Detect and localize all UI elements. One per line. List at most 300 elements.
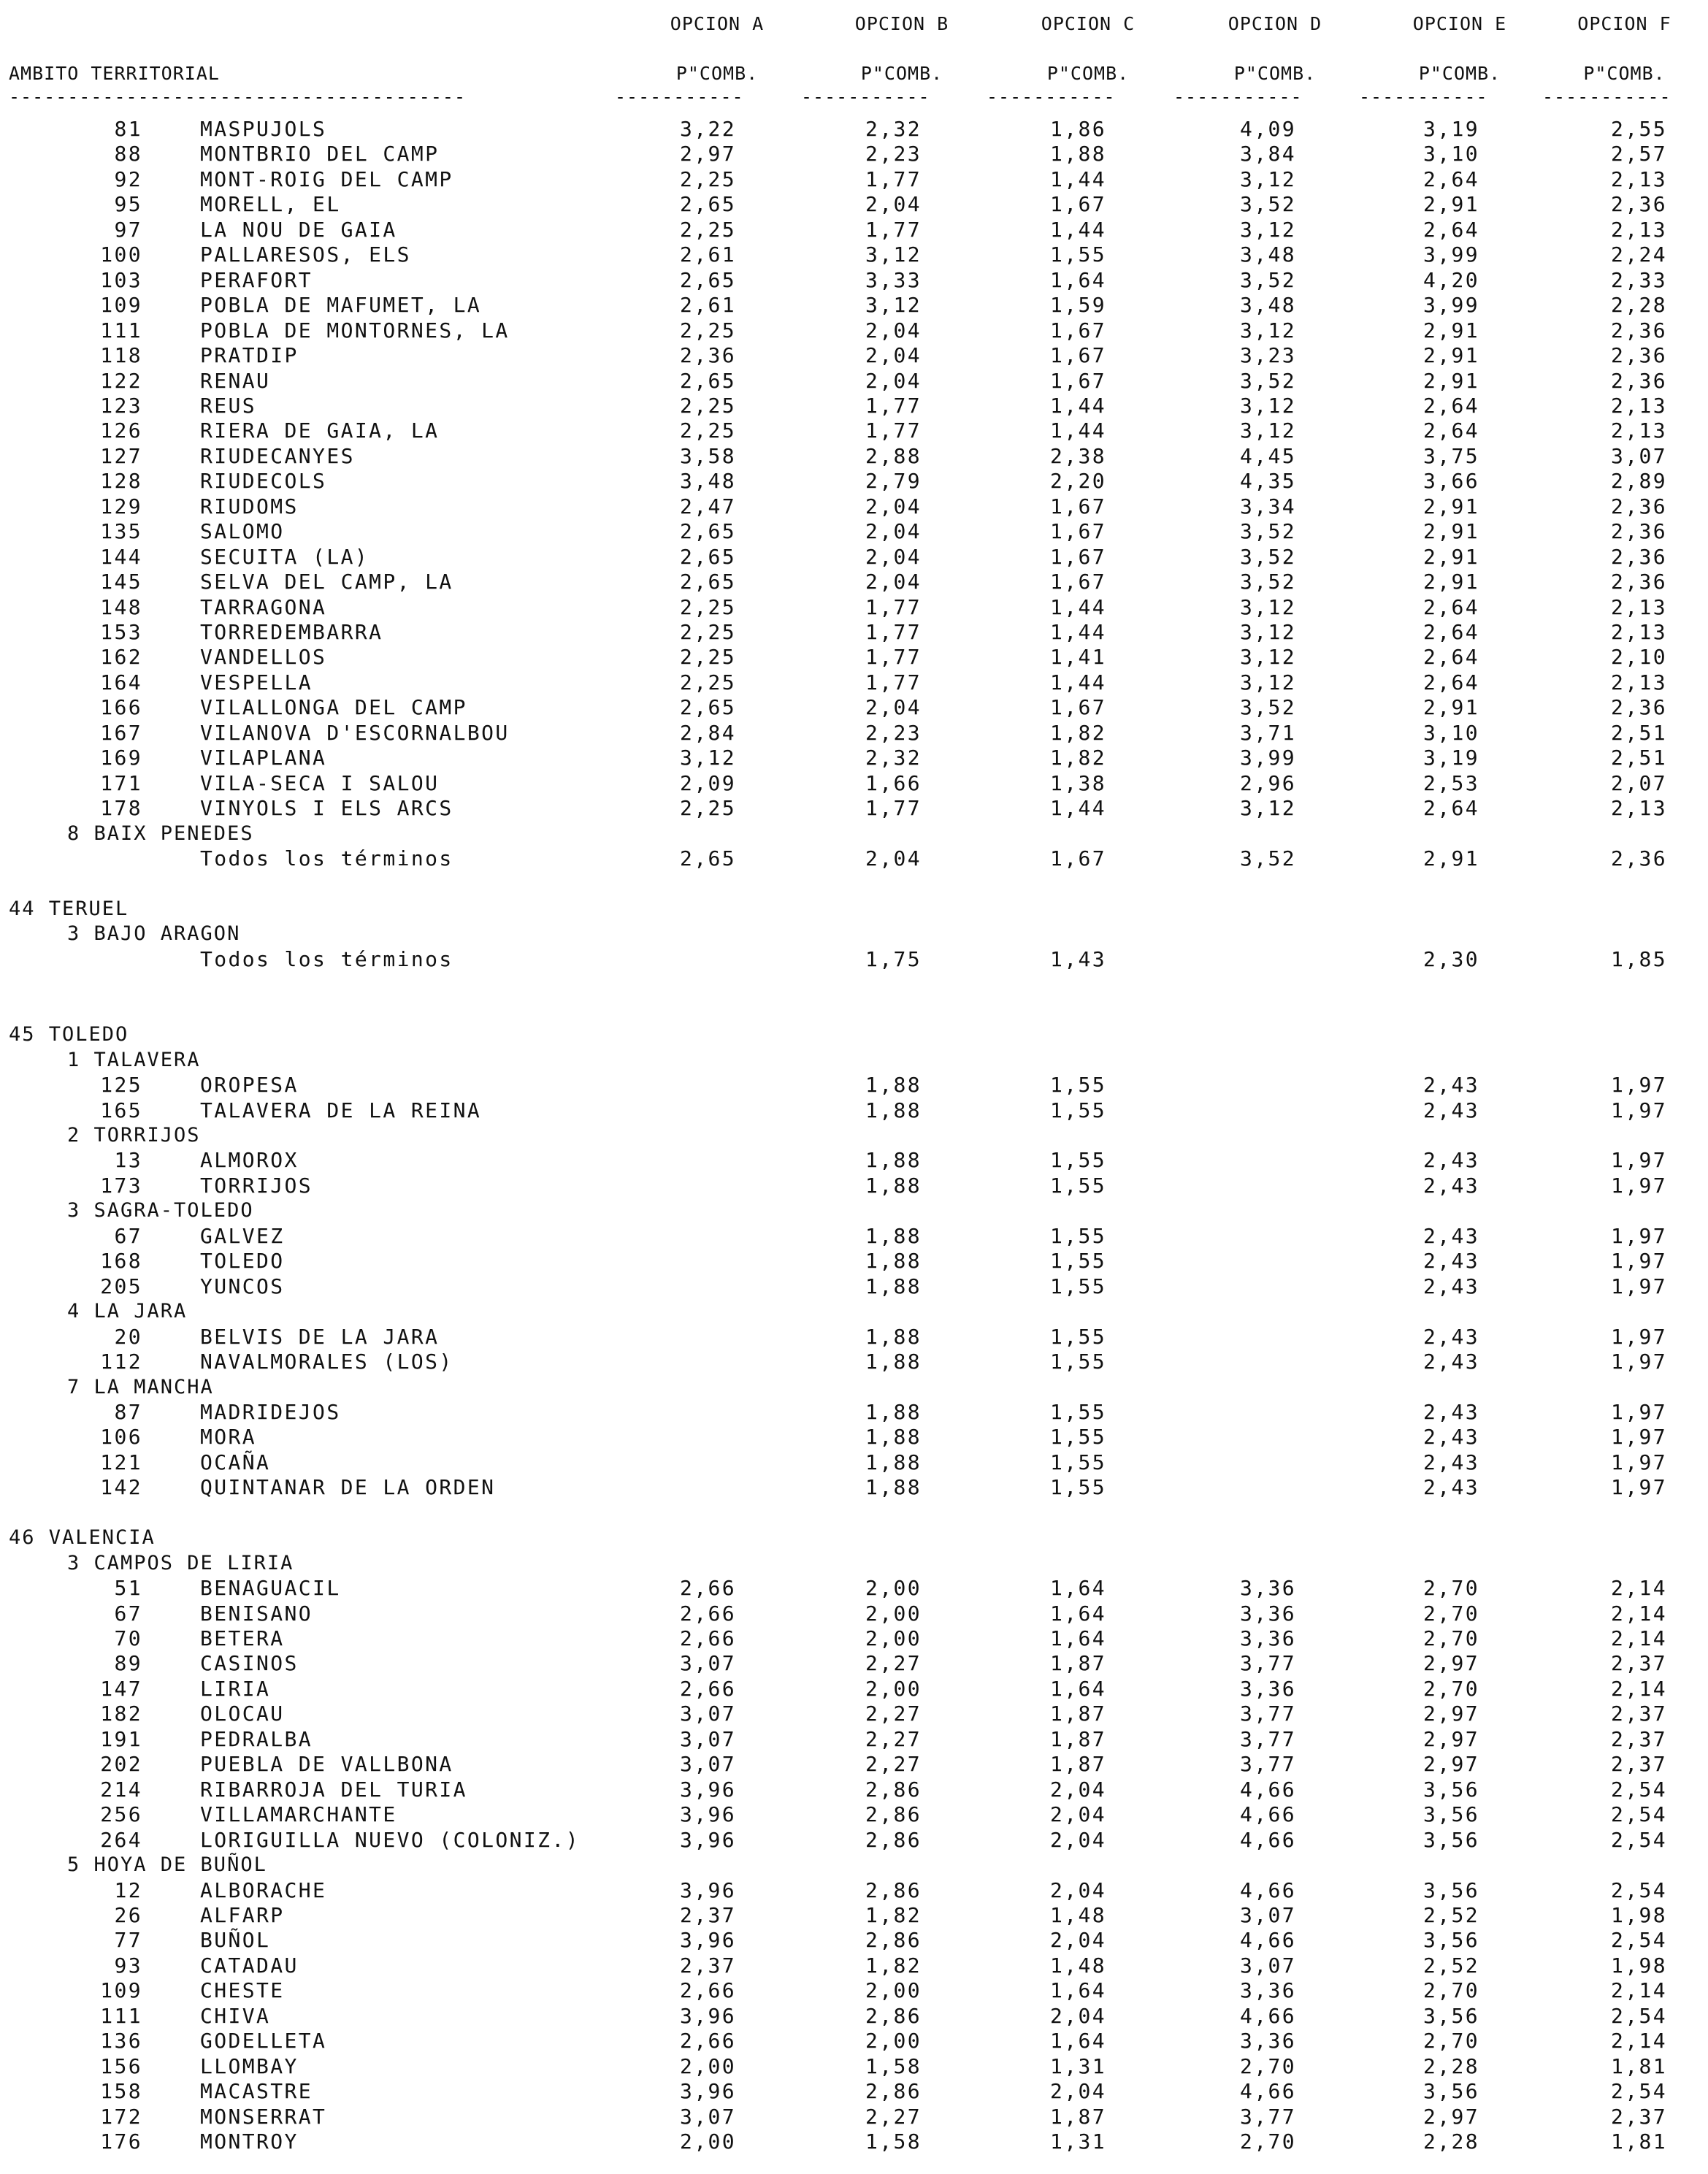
option-b-value: 2,27 xyxy=(865,1651,922,1676)
option-f-value: 3,07 xyxy=(1610,443,1667,468)
option-f-value: 2,13 xyxy=(1610,594,1667,619)
option-e-value: 2,91 xyxy=(1422,570,1479,594)
option-c-value: 1,55 xyxy=(1049,1399,1106,1424)
option-b-value: 1,88 xyxy=(865,1223,922,1248)
option-c-value: 1,44 xyxy=(1049,796,1106,821)
option-c-value: 2,38 xyxy=(1049,443,1106,468)
option-a-value: 2,66 xyxy=(679,1576,736,1601)
comarca-header-row xyxy=(0,1551,1708,1576)
municipality-row xyxy=(0,1828,1708,1853)
option-e-value: 2,91 xyxy=(1422,192,1479,217)
option-b-value: 1,88 xyxy=(865,1249,922,1274)
option-a-value: 2,97 xyxy=(679,142,736,167)
option-b-value: 1,77 xyxy=(865,167,922,191)
option-d-value: 3,34 xyxy=(1239,494,1296,518)
option-c-value: 1,82 xyxy=(1049,746,1106,770)
municipality-row xyxy=(0,1777,1708,1802)
municipality-name: RIBARROJA DEL TURIA xyxy=(200,1777,467,1802)
municipality-row xyxy=(0,670,1708,695)
option-b-value: 1,88 xyxy=(865,1098,922,1122)
option-a-value: 2,25 xyxy=(679,670,736,694)
option-d-value: 3,12 xyxy=(1239,418,1296,443)
option-b-value: 2,27 xyxy=(865,2104,922,2129)
municipality-code: 147 xyxy=(100,1676,142,1701)
option-c-value: 1,55 xyxy=(1049,1274,1106,1298)
option-b-value: 1,88 xyxy=(865,1148,922,1173)
municipality-row xyxy=(0,1752,1708,1777)
option-c-value: 1,44 xyxy=(1049,217,1106,242)
option-e-value: 2,91 xyxy=(1422,695,1479,720)
municipality-name: BENAGUACIL xyxy=(200,1576,341,1601)
municipality-code: 20 xyxy=(114,1324,142,1349)
option-e-value: 2,53 xyxy=(1422,770,1479,795)
municipality-row xyxy=(0,268,1708,293)
option-e-value: 2,28 xyxy=(1422,2054,1479,2078)
option-a-value: 3,96 xyxy=(679,1928,736,1953)
option-e-value: 2,70 xyxy=(1422,1676,1479,1701)
option-d-value: 3,77 xyxy=(1239,1752,1296,1777)
option-f-value: 1,98 xyxy=(1610,1953,1667,1978)
municipality-code: 127 xyxy=(100,443,142,468)
option-c-value: 1,59 xyxy=(1049,293,1106,318)
option-e-value: 2,64 xyxy=(1422,670,1479,694)
municipality-row xyxy=(0,444,1708,469)
municipality-code: 169 xyxy=(100,746,142,770)
option-f-value: 2,36 xyxy=(1610,192,1667,217)
option-b-value: 1,82 xyxy=(865,1953,922,1978)
option-e-value: 2,28 xyxy=(1422,2129,1479,2154)
option-c-value: 1,87 xyxy=(1049,1651,1106,1676)
option-a-value: 2,66 xyxy=(679,1601,736,1626)
municipality-code: 158 xyxy=(100,2079,142,2104)
municipality-name: QUINTANAR DE LA ORDEN xyxy=(200,1475,496,1500)
option-e-value: 2,30 xyxy=(1422,946,1479,971)
municipality-name: LIRIA xyxy=(200,1676,271,1701)
option-b-value: 1,77 xyxy=(865,393,922,418)
option-a-value: 2,66 xyxy=(679,2029,736,2054)
municipality-row xyxy=(0,1978,1708,2003)
municipality-code: 100 xyxy=(100,242,142,267)
option-c-value: 1,64 xyxy=(1049,1601,1106,1626)
option-c-value: 1,87 xyxy=(1049,1702,1106,1726)
municipality-code: 164 xyxy=(100,670,142,694)
municipality-code: 167 xyxy=(100,720,142,745)
option-e-value: 2,43 xyxy=(1422,1098,1479,1122)
option-c-value: 1,55 xyxy=(1049,1148,1106,1173)
municipality-row xyxy=(0,1702,1708,1726)
option-f-value: 2,51 xyxy=(1610,746,1667,770)
municipality-code: 153 xyxy=(100,620,142,644)
option-d-value: 3,36 xyxy=(1239,2029,1296,2054)
municipality-row xyxy=(0,1878,1708,1903)
municipality-row xyxy=(0,1903,1708,1928)
option-a-sub: P"COMB. xyxy=(675,63,759,84)
municipality-row xyxy=(0,242,1708,267)
municipality-code: 182 xyxy=(100,1702,142,1726)
municipality-code: 12 xyxy=(114,1878,142,1902)
option-d-value: 2,70 xyxy=(1239,2129,1296,2154)
header-rule-row xyxy=(0,85,1708,110)
municipality-row xyxy=(0,343,1708,368)
option-f-value: 1,97 xyxy=(1610,1324,1667,1349)
municipality-name: TALAVERA DE LA REINA xyxy=(200,1098,482,1122)
spacer-row xyxy=(0,998,1708,1022)
option-c-value: 1,86 xyxy=(1049,117,1106,141)
option-f-value: 2,14 xyxy=(1610,1978,1667,2003)
municipality-name: VILAPLANA xyxy=(200,746,327,770)
option-c-value: 1,67 xyxy=(1049,519,1106,544)
municipality-row xyxy=(0,494,1708,519)
municipality-code: 168 xyxy=(100,1249,142,1274)
option-a-value: 2,25 xyxy=(679,393,736,418)
municipality-name: POBLA DE MONTORNES, LA xyxy=(200,318,510,342)
option-c-value: 1,43 xyxy=(1049,946,1106,971)
municipality-row xyxy=(0,796,1708,821)
municipality-row xyxy=(0,1400,1708,1425)
municipality-code: 162 xyxy=(100,645,142,670)
municipality-code: 95 xyxy=(114,192,142,217)
municipality-row xyxy=(0,1727,1708,1752)
option-c-value: 1,31 xyxy=(1049,2129,1106,2154)
header-options-row xyxy=(0,12,1708,37)
option-b-value: 2,00 xyxy=(865,1978,922,2003)
option-a-value: 2,65 xyxy=(679,544,736,569)
option-c-value: 1,55 xyxy=(1049,1350,1106,1374)
option-c-value: 1,64 xyxy=(1049,2029,1106,2054)
option-b-value: 2,00 xyxy=(865,1626,922,1650)
municipality-row xyxy=(0,519,1708,544)
option-a-value: 2,25 xyxy=(679,217,736,242)
municipality-name: BUÑOL xyxy=(200,1928,271,1953)
option-e-value: 3,99 xyxy=(1422,293,1479,318)
municipality-name: ALBORACHE xyxy=(200,1878,327,1902)
option-b-value: 2,23 xyxy=(865,142,922,167)
municipality-name: GALVEZ xyxy=(200,1223,285,1248)
option-d-value: 3,36 xyxy=(1239,1601,1296,1626)
municipality-name: PALLARESOS, ELS xyxy=(200,242,411,267)
option-f-value: 2,54 xyxy=(1610,1777,1667,1802)
option-b-value: 2,04 xyxy=(865,192,922,217)
option-b-value: 2,04 xyxy=(865,570,922,594)
option-f-value: 1,97 xyxy=(1610,1249,1667,1274)
municipality-code: 111 xyxy=(100,318,142,342)
municipality-code: 264 xyxy=(100,1827,142,1852)
option-d-value: 3,23 xyxy=(1239,343,1296,368)
municipality-code: 109 xyxy=(100,293,142,318)
option-b-value: 2,04 xyxy=(865,368,922,393)
municipality-code: 128 xyxy=(100,469,142,494)
option-b-value: 1,77 xyxy=(865,594,922,619)
option-a-value: 2,25 xyxy=(679,594,736,619)
municipality-name: RENAU xyxy=(200,368,271,393)
option-f-value: 1,97 xyxy=(1610,1073,1667,1098)
option-d-value: 4,66 xyxy=(1239,1878,1296,1902)
option-b-value: 2,23 xyxy=(865,720,922,745)
municipality-code: 148 xyxy=(100,594,142,619)
option-c-value: 1,55 xyxy=(1049,1173,1106,1198)
spacer-row xyxy=(0,972,1708,997)
option-d-value: 3,52 xyxy=(1239,267,1296,292)
option-e-value: 3,10 xyxy=(1422,142,1479,167)
option-e-value: 2,91 xyxy=(1422,846,1479,871)
municipality-name: LLOMBAY xyxy=(200,2054,299,2078)
municipality-row xyxy=(0,595,1708,620)
municipality-row xyxy=(0,1073,1708,1098)
option-d-value: 3,77 xyxy=(1239,1726,1296,1751)
municipality-row xyxy=(0,570,1708,594)
option-c-value: 1,67 xyxy=(1049,695,1106,720)
municipality-name: ALFARP xyxy=(200,1902,285,1927)
option-d-value: 3,77 xyxy=(1239,1651,1296,1676)
municipality-name: MONSERRAT xyxy=(200,2104,327,2129)
option-f-value: 2,13 xyxy=(1610,670,1667,694)
municipality-row xyxy=(0,293,1708,318)
municipality-name: VESPELLA xyxy=(200,670,313,694)
option-c-value: 1,55 xyxy=(1049,1425,1106,1450)
municipality-name: OROPESA xyxy=(200,1073,299,1098)
municipality-name: RIERA DE GAIA, LA xyxy=(200,418,440,443)
municipality-row xyxy=(0,2129,1708,2154)
option-f-value: 1,97 xyxy=(1610,1148,1667,1173)
option-e-value: 2,52 xyxy=(1422,1953,1479,1978)
option-b-value: 1,88 xyxy=(865,1324,922,1349)
option-b-value: 3,33 xyxy=(865,267,922,292)
province-header-row xyxy=(0,897,1708,922)
municipality-code: 171 xyxy=(100,770,142,795)
option-f-value: 1,97 xyxy=(1610,1399,1667,1424)
option-d-value: 3,36 xyxy=(1239,1978,1296,2003)
comarca-label: 8 BAIX PENEDES xyxy=(67,822,254,845)
option-c-value: 1,55 xyxy=(1049,1324,1106,1349)
municipality-name: TARRAGONA xyxy=(200,594,327,619)
municipality-name: MORA xyxy=(200,1425,257,1450)
comarca-header-row xyxy=(0,1198,1708,1223)
option-f-value: 2,14 xyxy=(1610,2029,1667,2054)
option-c-value: 1,67 xyxy=(1049,192,1106,217)
comarca-header-row xyxy=(0,1123,1708,1148)
all-terms-label: Todos los términos xyxy=(200,846,453,871)
option-a-value: 2,25 xyxy=(679,620,736,644)
option-b-value: 1,77 xyxy=(865,217,922,242)
option-e-value: 3,56 xyxy=(1422,1928,1479,1953)
option-d-value: 3,52 xyxy=(1239,519,1296,544)
option-e-value: 2,70 xyxy=(1422,2029,1479,2054)
option-d-value: 3,12 xyxy=(1239,217,1296,242)
option-e-value: 2,70 xyxy=(1422,1576,1479,1601)
option-d-value: 3,48 xyxy=(1239,293,1296,318)
option-e-value: 2,97 xyxy=(1422,1651,1479,1676)
option-f-value: 2,13 xyxy=(1610,418,1667,443)
option-f-value: 2,37 xyxy=(1610,1726,1667,1751)
option-f-label: OPCION F xyxy=(1577,13,1671,34)
municipality-row xyxy=(0,1626,1708,1651)
municipality-name: SALOMO xyxy=(200,519,285,544)
municipality-code: 144 xyxy=(100,544,142,569)
municipality-row xyxy=(0,620,1708,645)
option-f-value: 2,07 xyxy=(1610,770,1667,795)
option-f-value: 1,98 xyxy=(1610,1902,1667,1927)
option-d-value: 4,35 xyxy=(1239,469,1296,494)
all-terms-label: Todos los términos xyxy=(200,946,453,971)
option-b-value: 2,00 xyxy=(865,1601,922,1626)
option-b-value: 2,86 xyxy=(865,1928,922,1953)
option-a-value: 3,48 xyxy=(679,469,736,494)
option-c-value: 1,64 xyxy=(1049,1576,1106,1601)
municipality-name: MONTROY xyxy=(200,2129,299,2154)
option-c-value: 2,04 xyxy=(1049,2079,1106,2104)
municipality-row xyxy=(0,545,1708,570)
option-f-value: 2,54 xyxy=(1610,1827,1667,1852)
option-f-value: 1,97 xyxy=(1610,1223,1667,1248)
comarca-label: 2 TORRIJOS xyxy=(67,1124,201,1147)
option-a-value: 2,47 xyxy=(679,494,736,518)
option-a-label: OPCION A xyxy=(670,13,765,34)
municipality-code: 178 xyxy=(100,796,142,821)
municipality-name: VINYOLS I ELS ARCS xyxy=(200,796,453,821)
option-e-value: 3,19 xyxy=(1422,746,1479,770)
municipality-name: VILALLONGA DEL CAMP xyxy=(200,695,467,720)
municipality-row xyxy=(0,117,1708,142)
option-d-value: 4,45 xyxy=(1239,443,1296,468)
municipality-name: TORREDEMBARRA xyxy=(200,620,383,644)
option-e-value: 2,43 xyxy=(1422,1450,1479,1474)
option-a-value: 3,12 xyxy=(679,746,736,770)
spacer-row xyxy=(0,1501,1708,1526)
option-f-value: 2,36 xyxy=(1610,519,1667,544)
comarca-label: 1 TALAVERA xyxy=(67,1048,201,1071)
option-e-value: 2,43 xyxy=(1422,1425,1479,1450)
municipality-row xyxy=(0,2054,1708,2079)
option-b-value: 2,86 xyxy=(865,2003,922,2028)
option-b-value: 2,04 xyxy=(865,519,922,544)
option-a-value: 2,65 xyxy=(679,267,736,292)
option-e-value: 2,64 xyxy=(1422,418,1479,443)
option-d-value: 3,71 xyxy=(1239,720,1296,745)
option-e-label: OPCION E xyxy=(1412,13,1507,34)
municipality-name: VANDELLOS xyxy=(200,645,327,670)
municipality-name: REUS xyxy=(200,393,257,418)
option-b-value: 1,88 xyxy=(865,1399,922,1424)
comarca-header-row xyxy=(0,1853,1708,1878)
municipality-row xyxy=(0,1224,1708,1249)
municipality-row xyxy=(0,1098,1708,1123)
municipality-name: NAVALMORALES (LOS) xyxy=(200,1350,453,1374)
municipality-row xyxy=(0,1350,1708,1374)
option-f-value: 2,54 xyxy=(1610,2003,1667,2028)
option-c-value: 1,48 xyxy=(1049,1902,1106,1927)
option-a-value: 2,65 xyxy=(679,846,736,871)
option-a-value: 2,65 xyxy=(679,192,736,217)
option-c-value: 2,04 xyxy=(1049,1777,1106,1802)
option-e-value: 2,97 xyxy=(1422,2104,1479,2129)
municipality-name: RIUDECOLS xyxy=(200,469,327,494)
option-b-value: 2,00 xyxy=(865,1576,922,1601)
option-e-value: 2,43 xyxy=(1422,1148,1479,1173)
municipality-name: TOLEDO xyxy=(200,1249,285,1274)
option-f-value: 2,36 xyxy=(1610,343,1667,368)
option-f-value: 2,51 xyxy=(1610,720,1667,745)
option-a-value: 2,25 xyxy=(679,318,736,342)
municipality-name: RIUDOMS xyxy=(200,494,299,518)
option-b-value: 2,04 xyxy=(865,695,922,720)
municipality-row xyxy=(0,167,1708,192)
municipality-name: POBLA DE MAFUMET, LA xyxy=(200,293,482,318)
municipality-name: BETERA xyxy=(200,1626,285,1650)
municipality-row xyxy=(0,1677,1708,1702)
option-f-value: 1,81 xyxy=(1610,2054,1667,2078)
option-a-value: 3,07 xyxy=(679,1726,736,1751)
option-a-value: 2,84 xyxy=(679,720,736,745)
option-a-value: 3,58 xyxy=(679,443,736,468)
option-c-value: 1,87 xyxy=(1049,1726,1106,1751)
municipality-code: 156 xyxy=(100,2054,142,2078)
option-a-value: 2,65 xyxy=(679,368,736,393)
option-e-value: 2,64 xyxy=(1422,217,1479,242)
option-f-value: 1,97 xyxy=(1610,1450,1667,1474)
option-e-value: 3,56 xyxy=(1422,1878,1479,1902)
option-c-value: 1,44 xyxy=(1049,418,1106,443)
option-c-value: 1,48 xyxy=(1049,1953,1106,1978)
option-e-value: 2,43 xyxy=(1422,1475,1479,1500)
municipality-name: SECUITA (LA) xyxy=(200,544,369,569)
municipality-row xyxy=(0,1601,1708,1626)
municipality-row xyxy=(0,1274,1708,1299)
municipality-name: TORRIJOS xyxy=(200,1173,313,1198)
municipality-code: 145 xyxy=(100,570,142,594)
municipality-name: MACASTRE xyxy=(200,2079,313,2104)
option-d-value: 3,36 xyxy=(1239,1626,1296,1650)
comarca-label: 3 BAJO ARAGON xyxy=(67,922,241,946)
option-c-value: 1,67 xyxy=(1049,570,1106,594)
comarca-label: 5 HOYA DE BUÑOL xyxy=(67,1853,267,1877)
municipality-name: OLOCAU xyxy=(200,1702,285,1726)
province-header-row xyxy=(0,1526,1708,1550)
option-d-value: 3,99 xyxy=(1239,746,1296,770)
all-terms-row xyxy=(0,846,1708,871)
option-c-value: 2,04 xyxy=(1049,1928,1106,1953)
option-c-value: 2,04 xyxy=(1049,1878,1106,1902)
comarca-label: 3 SAGRA-TOLEDO xyxy=(67,1199,254,1222)
option-c-value: 1,67 xyxy=(1049,494,1106,518)
option-d-sub: P"COMB. xyxy=(1233,63,1317,84)
municipality-name: BENISANO xyxy=(200,1601,313,1626)
province-label: 46 VALENCIA xyxy=(9,1526,156,1550)
option-f-value: 2,28 xyxy=(1610,293,1667,318)
municipality-name: ALMOROX xyxy=(200,1148,299,1173)
province-label: 45 TOLEDO xyxy=(9,1023,129,1046)
option-d-value: 3,12 xyxy=(1239,645,1296,670)
option-b-value: 1,88 xyxy=(865,1475,922,1500)
option-b-value: 3,12 xyxy=(865,242,922,267)
municipality-name: CHESTE xyxy=(200,1978,285,2003)
option-e-value: 2,64 xyxy=(1422,620,1479,644)
option-d-value: 3,12 xyxy=(1239,620,1296,644)
option-c-value: 1,55 xyxy=(1049,1249,1106,1274)
municipality-row xyxy=(0,1325,1708,1350)
municipality-code: 112 xyxy=(100,1350,142,1374)
option-a-value: 3,96 xyxy=(679,1777,736,1802)
option-a-value: 3,96 xyxy=(679,1827,736,1852)
municipality-code: 214 xyxy=(100,1777,142,1802)
option-a-value: 2,37 xyxy=(679,1953,736,1978)
municipality-name: CHIVA xyxy=(200,2003,271,2028)
municipality-code: 126 xyxy=(100,418,142,443)
municipality-name: MONT-ROIG DEL CAMP xyxy=(200,167,453,191)
option-a-value: 3,96 xyxy=(679,1878,736,1902)
option-f-value: 2,54 xyxy=(1610,1802,1667,1827)
municipality-code: 256 xyxy=(100,1802,142,1827)
municipality-name: MASPUJOLS xyxy=(200,117,327,141)
